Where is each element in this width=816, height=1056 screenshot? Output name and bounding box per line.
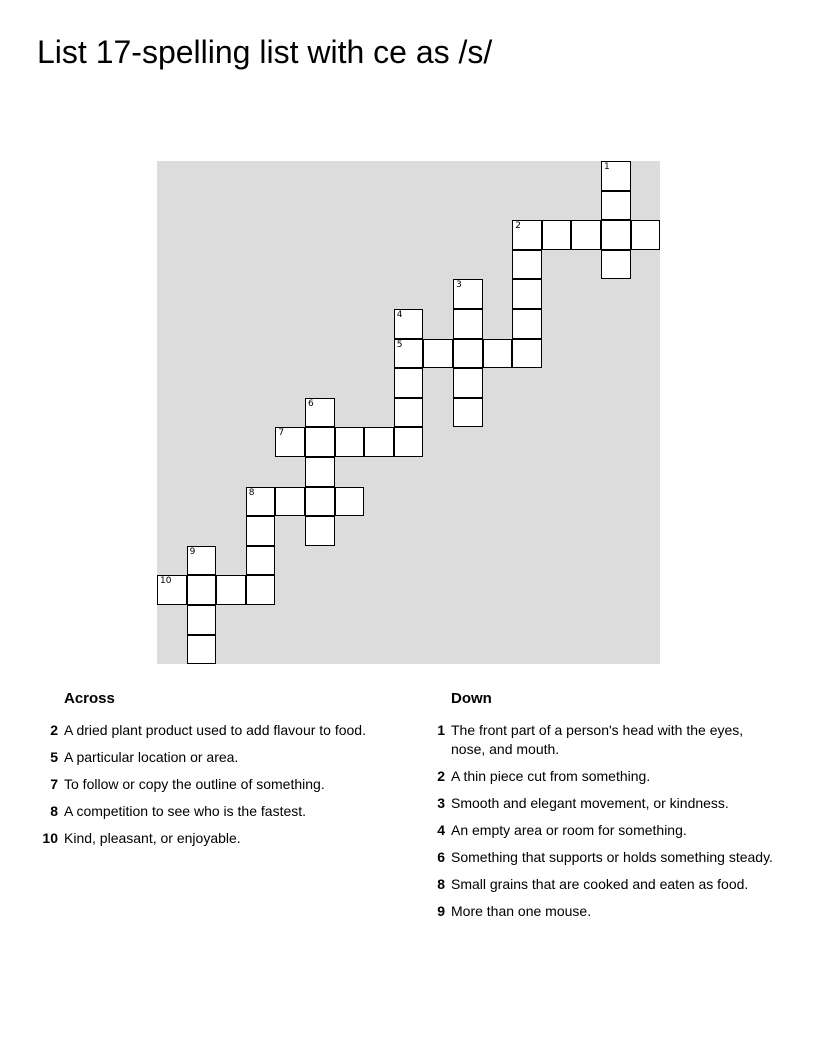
- clue-item: [36, 802, 406, 821]
- clue-number: 10: [160, 576, 172, 587]
- grid-cell[interactable]: [305, 398, 335, 428]
- clue-item: [423, 902, 773, 921]
- grid-cell[interactable]: [453, 398, 483, 428]
- clue-item: [423, 821, 773, 840]
- clue-number: 5: [396, 339, 403, 350]
- clue-number: 5: [50, 749, 58, 765]
- grid-cell[interactable]: [275, 427, 305, 457]
- across-heading: Across: [64, 690, 115, 707]
- clue-item: [36, 748, 406, 767]
- clue-number: 3: [456, 280, 462, 291]
- grid-cell[interactable]: [571, 220, 601, 250]
- clue-number: 8: [50, 803, 58, 819]
- grid-cell[interactable]: [453, 339, 483, 369]
- down-heading: Down: [451, 690, 492, 707]
- clue-text: Smooth and elegant movement, or kindness.: [451, 795, 729, 811]
- clue-text: The front part of a person's head with the eyes, nose, and mouth.: [451, 722, 744, 757]
- grid-cell[interactable]: [394, 427, 424, 457]
- grid-cell[interactable]: [246, 516, 276, 546]
- clue-text: A particular location or area.: [64, 749, 239, 765]
- down-clue-list: [423, 721, 773, 921]
- grid-cell[interactable]: [187, 605, 217, 635]
- grid-cell[interactable]: [631, 220, 661, 250]
- clue-text: Small grains that are cooked and eaten as food.: [451, 876, 749, 892]
- grid-cell[interactable]: [364, 427, 394, 457]
- grid-cell[interactable]: [394, 339, 424, 369]
- clue-number: 4: [437, 822, 445, 838]
- clue-number: 9: [189, 546, 196, 557]
- grid-cell[interactable]: [483, 339, 513, 369]
- grid-cell[interactable]: [453, 309, 483, 339]
- grid-cell[interactable]: [601, 161, 631, 191]
- grid-cell[interactable]: [187, 546, 217, 576]
- clue-item: [36, 775, 406, 794]
- grid-cell[interactable]: [246, 487, 276, 517]
- clue-number: 3: [437, 795, 445, 811]
- clue-text: More than one mouse.: [451, 903, 592, 919]
- clue-item: [423, 875, 773, 894]
- grid-cell[interactable]: [423, 339, 453, 369]
- grid-cell[interactable]: [512, 279, 542, 309]
- clue-item: [423, 848, 773, 867]
- across-clue-list: [36, 721, 406, 848]
- clue-text: An empty area or room for something.: [451, 822, 687, 838]
- grid-cell[interactable]: [187, 635, 217, 665]
- grid-cell[interactable]: [335, 487, 365, 517]
- grid-cell[interactable]: [305, 516, 335, 546]
- clue-number: 7: [50, 776, 58, 792]
- clue-number: 1: [437, 722, 445, 738]
- clue-number: 6: [308, 398, 314, 409]
- grid-cell[interactable]: [453, 279, 483, 309]
- grid-cell[interactable]: [512, 250, 542, 280]
- grid-cell[interactable]: [216, 575, 246, 605]
- grid-cell[interactable]: [157, 575, 187, 605]
- clue-item: [423, 794, 773, 813]
- clue-text: A thin piece cut from something.: [451, 768, 651, 784]
- grid-cell[interactable]: [394, 368, 424, 398]
- crossword-grid: [157, 161, 660, 664]
- grid-cell[interactable]: [542, 220, 572, 250]
- across-clues: [36, 688, 406, 856]
- clue-text: A competition to see who is the fastest.: [64, 803, 307, 819]
- page-title: List 17-spelling list with ce as /s/: [37, 34, 493, 70]
- clue-text: To follow or copy the outline of something.: [64, 776, 325, 792]
- clue-text: Kind, pleasant, or enjoyable.: [64, 830, 241, 846]
- clue-text: Something that supports or holds something steady.: [451, 849, 773, 865]
- clue-text: A dried plant product used to add flavour to food.: [64, 722, 366, 738]
- clue-number: 10: [42, 830, 58, 846]
- grid-cell[interactable]: [512, 220, 542, 250]
- clue-number: 9: [437, 903, 445, 919]
- down-clues: [423, 688, 773, 929]
- clue-number: 2: [50, 722, 58, 738]
- clue-number: 8: [437, 876, 445, 892]
- clue-number: 6: [437, 849, 445, 865]
- grid-cell[interactable]: [246, 575, 276, 605]
- grid-cell[interactable]: [187, 575, 217, 605]
- clue-item: [423, 721, 773, 759]
- clue-number: 2: [515, 221, 521, 232]
- clue-number: 2: [437, 768, 445, 784]
- grid-cell[interactable]: [305, 487, 335, 517]
- grid-cell[interactable]: [512, 309, 542, 339]
- grid-cell[interactable]: [394, 398, 424, 428]
- clue-number: 7: [278, 428, 285, 439]
- clue-number: 4: [396, 310, 403, 320]
- clue-number: 8: [248, 487, 255, 498]
- grid-cell[interactable]: [601, 250, 631, 280]
- grid-cell[interactable]: [601, 220, 631, 250]
- grid-cell[interactable]: [601, 191, 631, 221]
- grid-cell[interactable]: [305, 427, 335, 457]
- grid-cell[interactable]: [453, 368, 483, 398]
- clue-number: 1: [604, 162, 610, 172]
- grid-cell[interactable]: [305, 457, 335, 487]
- clue-item: [423, 767, 773, 786]
- grid-cell[interactable]: [246, 546, 276, 576]
- clue-item: [36, 829, 406, 848]
- clue-item: [36, 721, 406, 740]
- grid-cell[interactable]: [394, 309, 424, 339]
- grid-cell[interactable]: [512, 339, 542, 369]
- grid-cell[interactable]: [275, 487, 305, 517]
- grid-cell[interactable]: [335, 427, 365, 457]
